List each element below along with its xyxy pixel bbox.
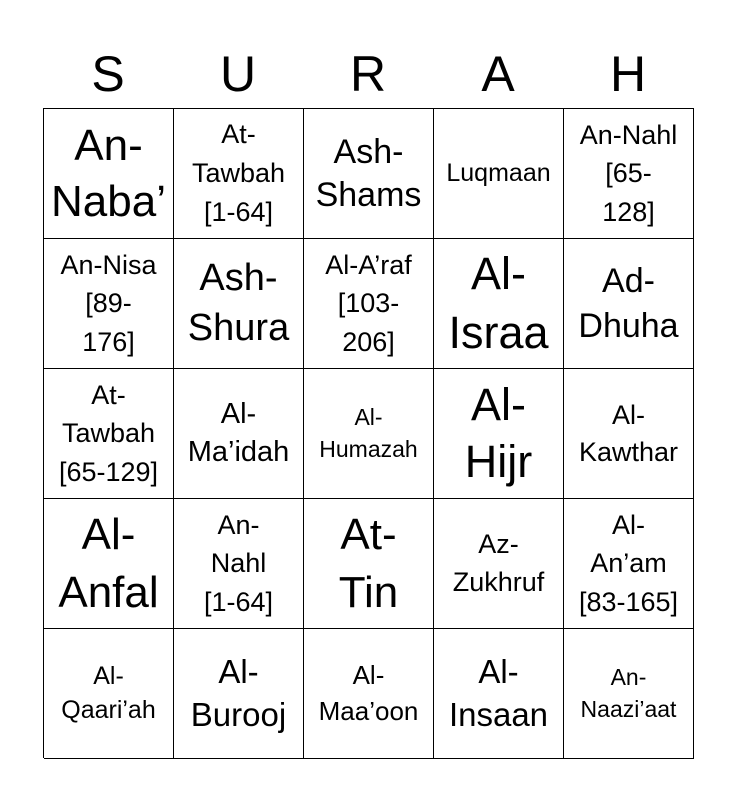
board-row [44,369,694,499]
cell-label: Ash- Shura [187,257,290,349]
cell-label: Al- Humazah [319,403,418,462]
header-letter-r: R [349,46,387,102]
bingo-cell[interactable] [434,109,564,239]
header-letter-s: S [91,46,125,102]
bingo-cell[interactable] [304,109,434,239]
bingo-cell[interactable] [174,369,304,499]
bingo-cell[interactable] [434,629,564,759]
bingo-cell[interactable] [44,109,174,239]
bingo-cell[interactable] [44,629,174,759]
bingo-header [43,40,693,108]
cell-label: Al- Kawthar [578,400,679,467]
cell-label: An-Nahl [65- 128] [579,120,678,227]
bingo-cell[interactable] [564,629,694,759]
cell-label: Al- Insaan [448,652,549,733]
cell-label: An- Nahl [1-64] [203,510,274,617]
cell-label: Ash- Shams [315,133,422,214]
cell-label: Al- Israa [448,248,549,358]
header-letter-u: U [219,46,257,102]
bingo-cell[interactable] [564,369,694,499]
board-row [44,109,694,239]
bingo-cell[interactable] [44,369,174,499]
bingo-cell[interactable] [564,239,694,369]
cell-label: Al- Ma’idah [187,397,290,468]
cell-label: Al-A’raf [103- 206] [325,250,412,357]
bingo-cell[interactable] [174,239,304,369]
cell-label: Luqmaan [446,159,551,187]
bingo-cell[interactable] [564,499,694,629]
cell-label: Az- Zukhruf [452,528,545,597]
cell-label: Ad- Dhuha [578,262,679,345]
bingo-cell[interactable] [174,499,304,629]
bingo-cell[interactable] [174,629,304,759]
cell-label: An-Nisa [89- 176] [60,250,157,357]
cell-label: At- Tawbah [1-64] [191,118,286,228]
cell-label: An- Naazi’aat [580,663,677,722]
board-row [44,239,694,369]
header-letter-h: H [609,46,647,102]
board-row [44,499,694,629]
bingo-cell[interactable] [44,239,174,369]
bingo-cell[interactable] [564,109,694,239]
cell-label: An- Naba’ [51,120,166,226]
bingo-board [43,108,694,758]
cell-label: Al- Qaari’ah [61,661,156,724]
cell-label: At- Tawbah [65-129] [58,380,159,487]
cell-label: Al- Hijr [464,379,533,487]
bingo-cell[interactable] [304,239,434,369]
bingo-cell[interactable] [304,369,434,499]
cell-label: At- Tin [338,510,399,617]
bingo-cell[interactable] [304,629,434,759]
cell-label: Al- Maa’oon [318,660,419,726]
cell-label: Al- Anfal [58,510,159,617]
cell-label: Al- Burooj [190,652,287,733]
board-row [44,629,694,759]
header-letter-a: A [481,46,515,102]
bingo-cell[interactable] [434,239,564,369]
cell-label: Al- An’am [83-165] [578,510,679,617]
bingo-cell[interactable] [434,499,564,629]
bingo-cell[interactable] [434,369,564,499]
bingo-cell[interactable] [304,499,434,629]
bingo-cell[interactable] [174,109,304,239]
bingo-cell[interactable] [44,499,174,629]
